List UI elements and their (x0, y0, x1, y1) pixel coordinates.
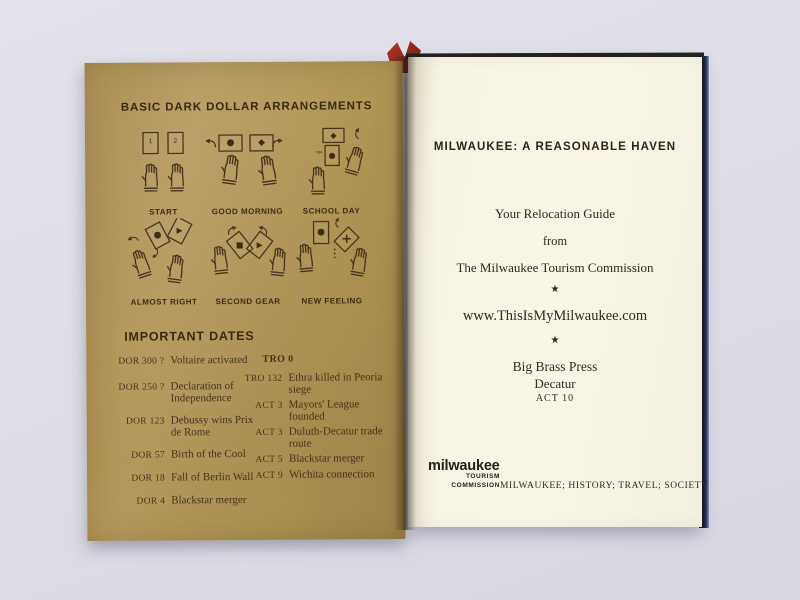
commission-text: The Milwaukee Tourism Commission (456, 260, 654, 275)
school-day-note: NM (316, 150, 323, 155)
arrangement-good-morning (205, 128, 290, 217)
date-row: DOR 300 ? Voltaire activated (118, 353, 248, 367)
milwaukee-tourism-logo (428, 460, 500, 490)
logo-line-commission: COMMISSION (451, 481, 500, 489)
arrangement-label: SECOND GEAR (215, 296, 281, 307)
svg-text:2: 2 (173, 137, 178, 145)
logo-wordmark: milwaukee (428, 458, 500, 474)
date-row: DOR 250 ? Declaration of Independence (118, 380, 234, 405)
act-number: ACT 10 (535, 393, 575, 404)
svg-text:■: ■ (235, 240, 244, 250)
star-icon: ★ (550, 335, 560, 346)
date-row: DOR 57 Birth of the Cool (131, 447, 246, 461)
subtitle: Your Relocation Guide (494, 206, 615, 221)
svg-text:+: + (341, 231, 353, 247)
second-gear-diagram-icon (205, 218, 289, 293)
subject-categories: MILWAUKEE; HISTORY; TRAVEL; SOCIETY (500, 481, 709, 491)
arrangement-school-day (289, 127, 374, 216)
date-row: DOR 4 Blackstar merger (136, 493, 247, 507)
new-feeling-diagram-icon (289, 217, 373, 292)
svg-text:●: ● (328, 150, 336, 160)
date-row: ACT 9 Wichita connection (255, 468, 375, 481)
arrangement-start (121, 128, 206, 217)
arrangement-label: ALMOST RIGHT (130, 297, 198, 307)
publisher-name: Big Brass Press (512, 359, 598, 374)
arrangement-almost-right (121, 218, 206, 307)
almost-right-diagram-icon (121, 218, 205, 293)
website-url: www.ThisIsMyMilwaukee.com (462, 308, 648, 324)
svg-text:◆: ◆ (258, 137, 266, 148)
svg-text:▶: ▶ (176, 225, 183, 235)
star-icon: ★ (550, 284, 560, 295)
date-row: TRO 132 Ethra killed in Peoria siege (244, 371, 383, 396)
svg-text:●: ● (226, 138, 235, 149)
publisher-city: Decatur (534, 376, 576, 391)
arrangement-label: NEW FEELING (301, 296, 363, 306)
svg-text:▶: ▶ (256, 240, 263, 250)
arrangements-row-2 (121, 217, 374, 307)
arrangement-label: START (149, 207, 178, 217)
arrangement-second-gear (205, 218, 290, 307)
arrangement-label: SCHOOL DAY (302, 206, 361, 216)
start-diagram-icon (121, 128, 205, 203)
logo-line-tourism: TOURISM (465, 473, 500, 480)
important-dates-heading: IMPORTANT DATES (124, 328, 255, 344)
date-row: ACT 3 Mayors' League founded (255, 398, 360, 423)
right-page (408, 57, 709, 527)
important-dates-column-2 (208, 353, 389, 485)
school-day-diagram-icon (289, 127, 373, 202)
arrangement-label: GOOD MORNING (211, 206, 284, 217)
left-page (85, 61, 406, 541)
arrangement-new-feeling (289, 217, 374, 306)
arrangements-title: BASIC DARK DOLLAR ARRANGEMENTS (120, 100, 373, 114)
svg-text:◆: ◆ (330, 130, 337, 140)
svg-text:●: ● (317, 227, 326, 238)
book-title: MILWAUKEE: A REASONABLE HAVEN (433, 141, 677, 153)
date-row: ACT 3 Duluth-Decatur trade route (255, 425, 383, 450)
svg-text:●: ● (153, 230, 162, 241)
date-row: ACT 5 Blackstar merger (255, 452, 365, 465)
from-text: from (542, 234, 568, 248)
dates-column-header: TRO 0 (262, 353, 294, 365)
arrangements-row-1 (121, 127, 374, 217)
good-morning-diagram-icon (205, 128, 289, 203)
date-row: DOR 123 Debussy wins Prix de Rome (125, 413, 254, 439)
date-row: DOR 18 Fall of Berlin Wall (131, 470, 254, 484)
svg-text:1: 1 (148, 138, 153, 146)
